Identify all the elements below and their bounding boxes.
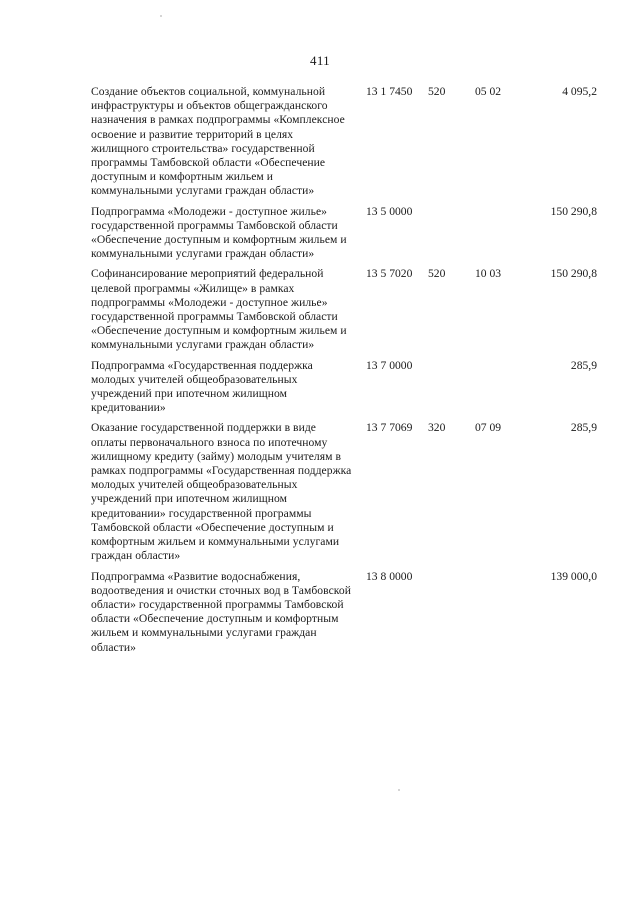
- table-row: [0, 205, 640, 262]
- scan-speck: [160, 15, 162, 17]
- page-number: 411: [310, 53, 330, 68]
- table-row: [0, 421, 640, 563]
- table-row: [0, 267, 640, 352]
- row-expense-type: 520: [428, 267, 446, 281]
- table-row: [0, 570, 640, 655]
- row-amount: 4 095,2: [562, 85, 597, 98]
- row-target-code: 13 7 7069: [366, 421, 413, 435]
- row-target-code: 13 1 7450: [366, 85, 413, 98]
- row-expense-type: 520: [428, 85, 446, 98]
- row-amount: 150 290,8: [550, 267, 597, 281]
- row-description: Оказание государственной поддержки в виде оплаты первоначального взноса по ипотечному жилищному кредиту (займу) молодым учителям в рамках подпрограммы «Государственная поддержка молодых учителей общеобразовательных учреждений при ипотечном жилищном кредитовании» государственной программы Тамбовской области «Обеспечение доступным и комфортным жильем и коммунальными услугами граждан области»: [91, 421, 352, 563]
- table-row: [0, 85, 640, 199]
- scan-speck: [398, 789, 400, 791]
- row-section: 10 03: [475, 267, 502, 281]
- row-amount: 139 000,0: [550, 569, 597, 583]
- budget-table: [0, 85, 640, 661]
- table-row: [0, 359, 640, 416]
- row-target-code: 13 5 7020: [366, 267, 413, 281]
- row-amount: 285,9: [570, 358, 597, 372]
- row-description: Подпрограмма «Молодежи - доступное жилье» государственной программы Тамбовской области «Обеспечение доступным и комфортным жильем и коммунальными услугами граждан области»: [91, 204, 347, 261]
- row-description: Создание объектов социальной, коммунальной инфраструктуры и объектов общегражданского назначения в рамках подпрограммы «Комплексное освоение и развитие территорий в целях жилищного строительства» государственной программы Тамбовской области «Обеспечение доступным и комфортным жильем и коммунальными услугами граждан области»: [91, 85, 345, 198]
- row-amount: 285,9: [570, 421, 597, 435]
- row-description: Подпрограмма «Государственная поддержка молодых учителей общеобразовательных учреждений при ипотечном жилищном кредитовании»: [91, 358, 313, 415]
- row-target-code: 13 7 0000: [366, 358, 413, 372]
- row-amount: 150 290,8: [550, 204, 597, 218]
- row-description: Подпрограмма «Развитие водоснабжения, водоотведения и очистки сточных вод в Тамбовской области» государственной программы Тамбовской области «Обеспечение доступным и комфортным жильем и коммунальными услугами граждан области»: [91, 569, 352, 654]
- row-expense-type: 320: [428, 421, 446, 435]
- row-description: Софинансирование мероприятий федеральной целевой программы «Жилище» в рамках подпрограммы «Молодежи - доступное жилье» государственной программы Тамбовской области «Обеспечение доступным и комфортным жильем и коммунальными услугами граждан области»: [91, 267, 347, 352]
- row-target-code: 13 8 0000: [366, 569, 413, 583]
- row-section: 07 09: [475, 421, 502, 435]
- row-target-code: 13 5 0000: [366, 204, 413, 218]
- row-section: 05 02: [475, 85, 502, 98]
